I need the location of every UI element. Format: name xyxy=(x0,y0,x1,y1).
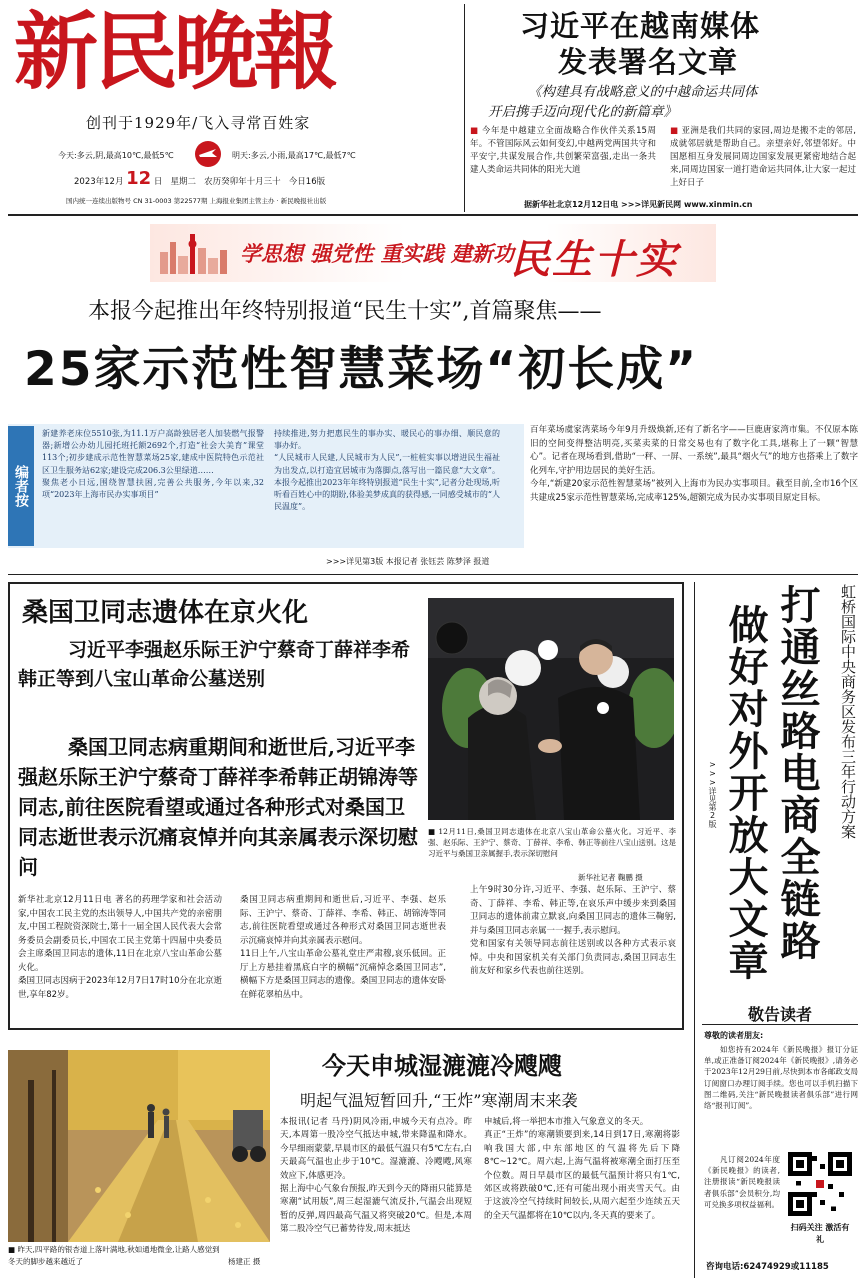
banner xyxy=(150,224,716,282)
top-story-title-2: 发表署名文章 xyxy=(558,45,739,79)
top-story-col2: ■ 亚洲是我们共同的家园,周边是搬不走的邻居,成就邻居就是帮助自己。亲望亲好,邻望邻好。中国愿相互身发展同周边国家发展更紧密地结合起来,同周边国家一道打造命运共同体,让大家一起过上好日子 xyxy=(670,126,856,188)
silk-side-title: 虹桥国际中央商务区发布三年行动方案 xyxy=(839,584,857,839)
editor-note-label: 编者按 xyxy=(8,426,34,546)
lead-body: 百年菜场虞家湾菜场今年9月升级焕新,还有了新名字——巨鹿唐家湾市集。不仅原本陈旧的空间变得整洁明亮,买菜卖菜的日常交易也有了数字化工具,堪称上了一颗“智慧心”。记者在现场看到,借助“一秤、一屏、一系统”,最具“烟火气”的地方也搭乘上了数字化列车,守护用边居民的美好生活。 今年,“新建20家示范性智慧菜场”被列入上海市为民办实事项目。截至目前,全市16个区共建成25家示范性智慧菜场,完成率125%,超额完成为民办实事项目原定目标。 xyxy=(530,425,858,503)
lead-credit: >>>详见第3版 本报记者 张钰芸 陈梦泽 报道 xyxy=(326,557,490,566)
weather-col1: 本报讯(记者 马丹)阴风冷雨,申城今天有点冷。昨天,本周第一股冷空气抵达申城,带来降温和降水。今早细雨蒙蒙,早晨市区的最低气温只有5℃左右,白天最高气温也止步于10℃。湿漉漉、冷飕飕,风寒效应下,体感更冷。 据上海中心气象台预报,昨天到今天的降雨只能算是寒潮“试用版”,周三起湿漉气流反扑,气温会出现短暂的反弹,周四最高气温又将突破20℃。但是,本周第二股冷空气已蓄势待发,周末抵达 xyxy=(280,1117,472,1235)
weather-tomorrow: 明天:多云,小雨,最高17℃,最低7℃ xyxy=(232,151,356,160)
notice-body-2: 凡订阅2024年度《新民晚报》的读者,注册报读“新民晚报读者俱乐部”会员积分,均可兑换多项权益福利。 xyxy=(704,1155,780,1209)
editor-note-col1: 新建养老床位5510张,为11.1万户高龄独居老人加装燃气报警器;新增公办幼儿园托班托额2692个,打造“社会大美育”课堂113个;初步建成示范性智慧菜场25家,建成中医院特色示范社区卫生服务站62家;建设完成206.3公里绿道…… 聚焦老小日远,围绕智慧扶困,完善公共服务,今年以来,32项“2023年上海市民办实事项目” xyxy=(42,429,264,500)
lead-headline: 25家示范性智慧菜场“初长成” xyxy=(24,342,699,397)
sang-photo xyxy=(428,598,674,820)
weather-photo xyxy=(8,1050,270,1242)
notice-title: 敬告读者 xyxy=(747,1005,812,1024)
masthead-logo: 新民晚報 xyxy=(14,2,335,101)
banner-slogan: 学思想 强党性 重实践 建新功 xyxy=(240,241,514,266)
sang-col3: 上午9时30分许,习近平、李强、赵乐际、王沪宁、蔡奇、丁薛祥、李希、韩正等,在哀乐声中缓步来到桑国卫同志的遗体前肃立默哀,向桑国卫同志的遗体三鞠躬,并与桑国卫同志亲属一一握手,表示慰问。 党和国家有关领导同志前往送别或以各种方式表示哀悼。中央和国家机关有关部门负责同志,桑国卫同志生前友好和家乡代表也前往送别。 xyxy=(470,885,676,976)
sang-photo-caption: ■ 12月11日,桑国卫同志遗体在北京八宝山革命公墓火化。习近平、李强、赵乐际、王沪宁、蔡奇、丁薛祥、李希、韩正等前往八宝山送别。这是习近平与桑国卫亲属握手,表示深切慰问 xyxy=(428,827,676,858)
skyline-icon xyxy=(156,230,232,276)
sang-col2: 桑国卫同志病重期间和逝世后,习近平、李强、赵乐际、王沪宁、蔡奇、丁薛祥、李希、韩正、胡锦涛等同志,前往医院看望或通过各种形式对桑国卫同志逝世表示沉痛哀悼并向其亲属表示慰问。 11日上午,八宝山革命公墓礼堂庄严肃穆,哀乐低回。正厅上方悬挂着黑底白字的横幅“沉痛悼念桑国卫同志”,横幅下方是桑国卫同志的遗像。桑国卫同志的遗体安卧在鲜花翠柏丛中。 xyxy=(240,895,446,1000)
lead-kicker: 本报今起推出年终特别报道“民生十实”,首篇聚焦—— xyxy=(88,299,602,324)
notice-body: 如您持有2024年《新民晚报》报订分证单,或正准备订阅2024年《新民晚报》,请务必于2023年12月29日前,尽快到本市各邮政支局订阅窗口办理订阅手续。您也可以手机扫描下图二维码,关注“新民晚报读者俱乐部”进行网络“报刊订阅”。 xyxy=(704,1045,858,1111)
top-story-source: 据新华社北京12月12日电 >>>详见新民网 www.xinmin.cn xyxy=(524,200,753,209)
weather-col2: 申城后,将一举把本市推入气象意义的冬天。 真正“王炸”的寒潮锁要到来,14日到17日,寒潮将影响我国大部,中东部地区的气温将先后下降8℃~12℃。周六起,上海气温将被寒潮全面打压至个位数。周日早晨市区的最低气温预计将只有1℃,郊区或将跌破0℃,还有可能出现小雨夹雪天气。由于这波冷空气持续时间较长,从周六起至少连续五天的全天气温都将在10℃以内,冬天真的要来了。 xyxy=(484,1117,680,1221)
lunar-date: 农历癸卯年十月三十 xyxy=(204,177,281,187)
registration-line: 国内统一连续出版物号 CN 31-0003 第22577期 上海报业集团主管主办 · 新民晚报社出版 xyxy=(66,197,327,205)
sang-headline: 桑国卫同志遗体在京火化 xyxy=(22,598,309,628)
date-line xyxy=(74,170,325,191)
top-story-subtitle-2: 开启携手迈向现代化的新篇章》 xyxy=(488,104,677,120)
sang-photo-credit: 新华社记者 鞠鹏 摄 xyxy=(578,873,643,882)
date-suffix: 日 xyxy=(153,177,163,187)
qr-caption: 扫码关注 激活有礼 xyxy=(790,1223,850,1244)
sang-col1: 新华社北京12月11日电 著名的药理学家和社会活动家,中国农工民主党的杰出领导人,中国共产党的亲密朋友,中国工程院资深院士,第十一届全国人民代表大会常务委员会副委员长,中国农工民主党第十四届中央委员会主席桑国卫同志的遗体,11日在北京八宝山革命公墓火化。 桑国卫同志因病于2023年12月7日17时10分在北京逝世,享年82岁。 xyxy=(18,895,222,1000)
weather-today: 今天:多云,阴,最高10℃,最低5℃ xyxy=(58,151,174,160)
notice-hotline: 咨询电话:62474929或11185 xyxy=(706,1262,829,1272)
top-story-subtitle-1: 《构建具有战略意义的中越命运共同体 xyxy=(528,84,758,100)
sang-subhead-1: 习近平李强赵乐际王沪宁蔡奇丁薛祥李希韩正等到八宝山革命公墓送别 xyxy=(18,639,411,690)
weekday: 星期二 xyxy=(170,177,197,187)
airplane-logo-icon xyxy=(194,140,222,168)
masthead-slogan: 创刊于1929年/飞入寻常百姓家 xyxy=(86,114,311,132)
weather-photo-credit: 杨建正 摄 xyxy=(228,1257,261,1266)
silk-headline-2: 做好对外开放大文章 xyxy=(722,604,769,982)
sang-subhead-2: 桑国卫同志病重期间和逝世后,习近平李强赵乐际王沪宁蔡奇丁薛祥李希韩正胡锦涛等同志,前往医院看望或通过各种形式对桑国卫同志逝世表示沉痛哀悼并向其亲属表示深切慰问 xyxy=(18,735,418,879)
notice-greeting: 尊敬的读者朋友: xyxy=(704,1031,764,1040)
editor-note-col2: 持续推进,努力把惠民生的事办实、暖民心的事办细、顺民意的事办好。 “人民城市人民建,人民城市为人民”,一桩桩实事以增进民生福祉为出发点,以打造宜居城市为落脚点,落写出一篇民意“大文章”。本报今起推出2023年年终特别报道“民生十实”,记者分赴现场,听听看百姓心中的期盼,体验美梦成真的获得感,一同感受城市的“人民温度”。 xyxy=(274,429,500,512)
weather-headline: 今天申城湿漉漉冷飕飕 xyxy=(322,1052,562,1080)
date-day: 12 xyxy=(126,168,152,189)
page-count: 今日16版 xyxy=(288,177,326,187)
weather-subhead: 明起气温短暂回升,“王炸”寒潮周末来袭 xyxy=(300,1091,578,1110)
silk-headline-1: 打通丝路电商全链路 xyxy=(774,584,821,962)
banner-brand: 民生十实 xyxy=(510,236,678,283)
qr-code-icon[interactable] xyxy=(788,1152,852,1216)
silk-see-page: >>>详见第2版 xyxy=(708,760,717,828)
bullet-square-icon: ■ xyxy=(470,126,482,136)
weather-photo-caption: ■ 昨天,四平路的银杏道上落叶满地,秋如通地微金,让路人感觉到冬天的脚步越来越近了 xyxy=(8,1245,220,1266)
top-story-title-1: 习近平在越南媒体 xyxy=(520,9,761,43)
date-prefix: 2023年12月 xyxy=(74,177,124,187)
top-story-col1: ■ 今年是中越建立全面战略合作伙伴关系15周年。不管国际风云如何变幻,中越两党两国共守和平安宁,共谋发展合作,共创繁荣富强,走出一条共建人类命运共同体的阳光大道 xyxy=(470,126,656,175)
bullet-square-icon: ■ xyxy=(670,126,682,136)
